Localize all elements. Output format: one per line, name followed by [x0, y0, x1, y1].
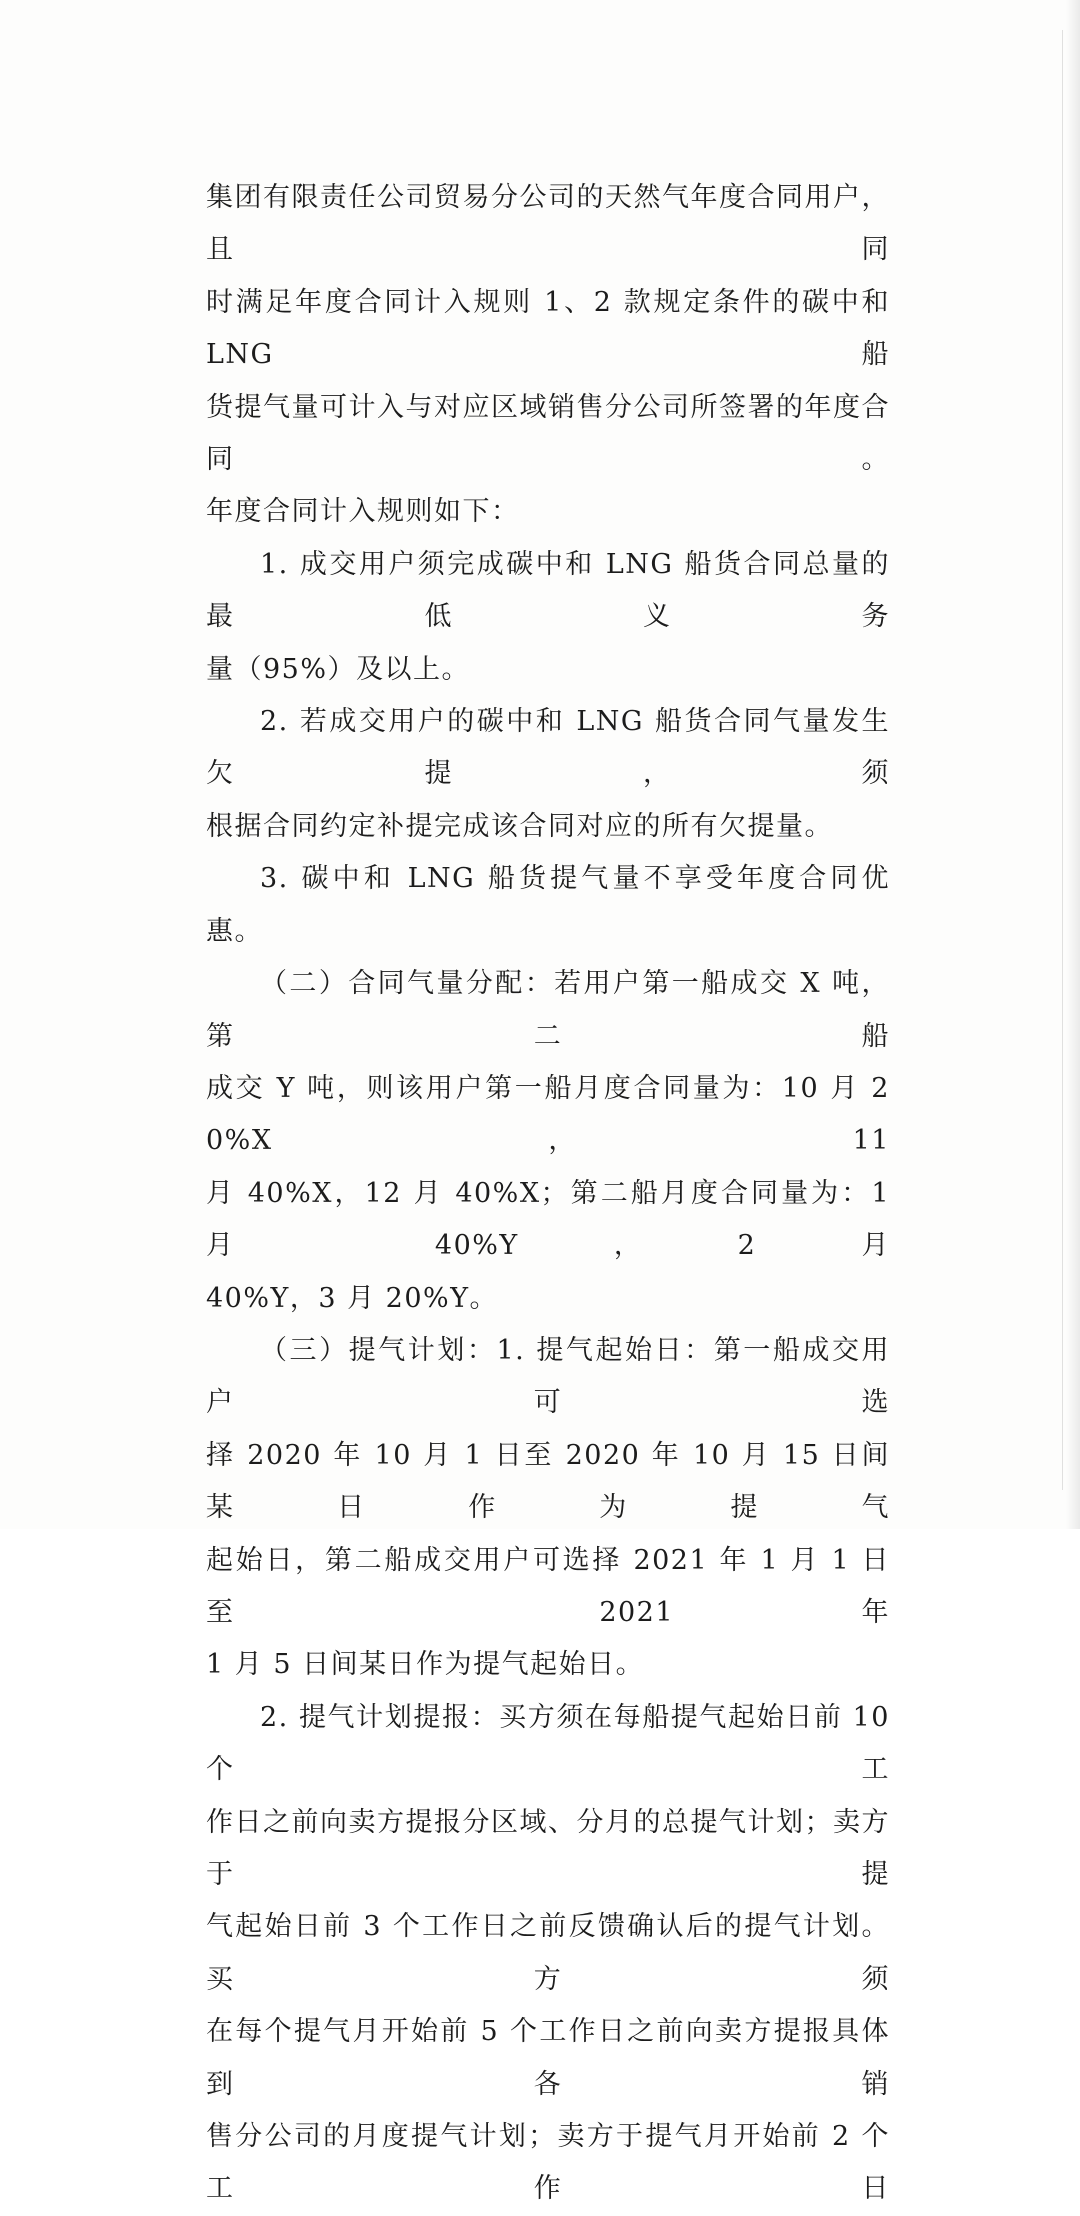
text-line: 2. 提气计划提报：买方须在每船提气起始日前 10 个工 [206, 1701, 890, 1786]
text-line: 量（95%）及以上。 [206, 653, 471, 685]
text-line: 气起始日前 3 个工作日之前反馈确认后的提气计划。买方须 [206, 1911, 890, 1995]
text-line: 年度合同计入规则如下： [206, 496, 520, 528]
text-line: 集团有限责任公司贸易分公司的天然气年度合同用户，且同 [206, 182, 890, 266]
page-edge-line [1062, 30, 1063, 1490]
text-line: 月 40%X，12 月 40%X；第二船月度合同量为：1 月 40%Y，2 月 [206, 1177, 890, 1262]
text-line: 起始日，第二船成交用户可选择 2021 年 1 月 1 日至 2021 年 [206, 1544, 890, 1628]
document-body [206, 172, 890, 2216]
text-line: 根据合同约定补提完成该合同对应的所有欠提量。 [206, 810, 833, 842]
text-line: 成交 Y 吨，则该用户第一船月度合同量为：10 月 20%X，11 [206, 1072, 890, 1157]
text-line: 作日之前向卖方提报分区域、分月的总提气计划；卖方于提 [206, 1806, 890, 1890]
text-line: 3. 碳中和 LNG 船货提气量不享受年度合同优惠。 [206, 863, 890, 947]
text-line: 1. 成交用户须完成碳中和 LNG 船货合同总量的最低义务 [206, 548, 890, 633]
text-line: 2. 若成交用户的碳中和 LNG 船货合同气量发生欠提，须 [206, 706, 890, 790]
text-line: （三）提气计划：1. 提气起始日：第一船成交用户可选 [206, 1334, 890, 1419]
text-line: 择 2020 年 10 月 1 日至 2020 年 10 月 15 日间某日作为提气 [206, 1439, 890, 1524]
text-line: 40%Y，3 月 20%Y。 [206, 1282, 499, 1314]
text-line: 时满足年度合同计入规则 1、2 款规定条件的碳中和 LNG 船 [206, 286, 890, 371]
text-line: 1 月 5 日间某日作为提气起始日。 [206, 1649, 645, 1681]
text-line: 货提气量可计入与对应区域销售分公司所签署的年度合同。 [206, 391, 890, 476]
text-line: 在每个提气月开始前 5 个工作日之前向卖方提报具体到各销 [206, 2016, 890, 2100]
page-edge-shadow [1066, 0, 1080, 1529]
text-line: 售分公司的月度提气计划；卖方于提气月开始前 2 个工作日 [206, 2121, 890, 2205]
text-line: （二）合同气量分配：若用户第一船成交 X 吨，第二船 [206, 968, 890, 1052]
